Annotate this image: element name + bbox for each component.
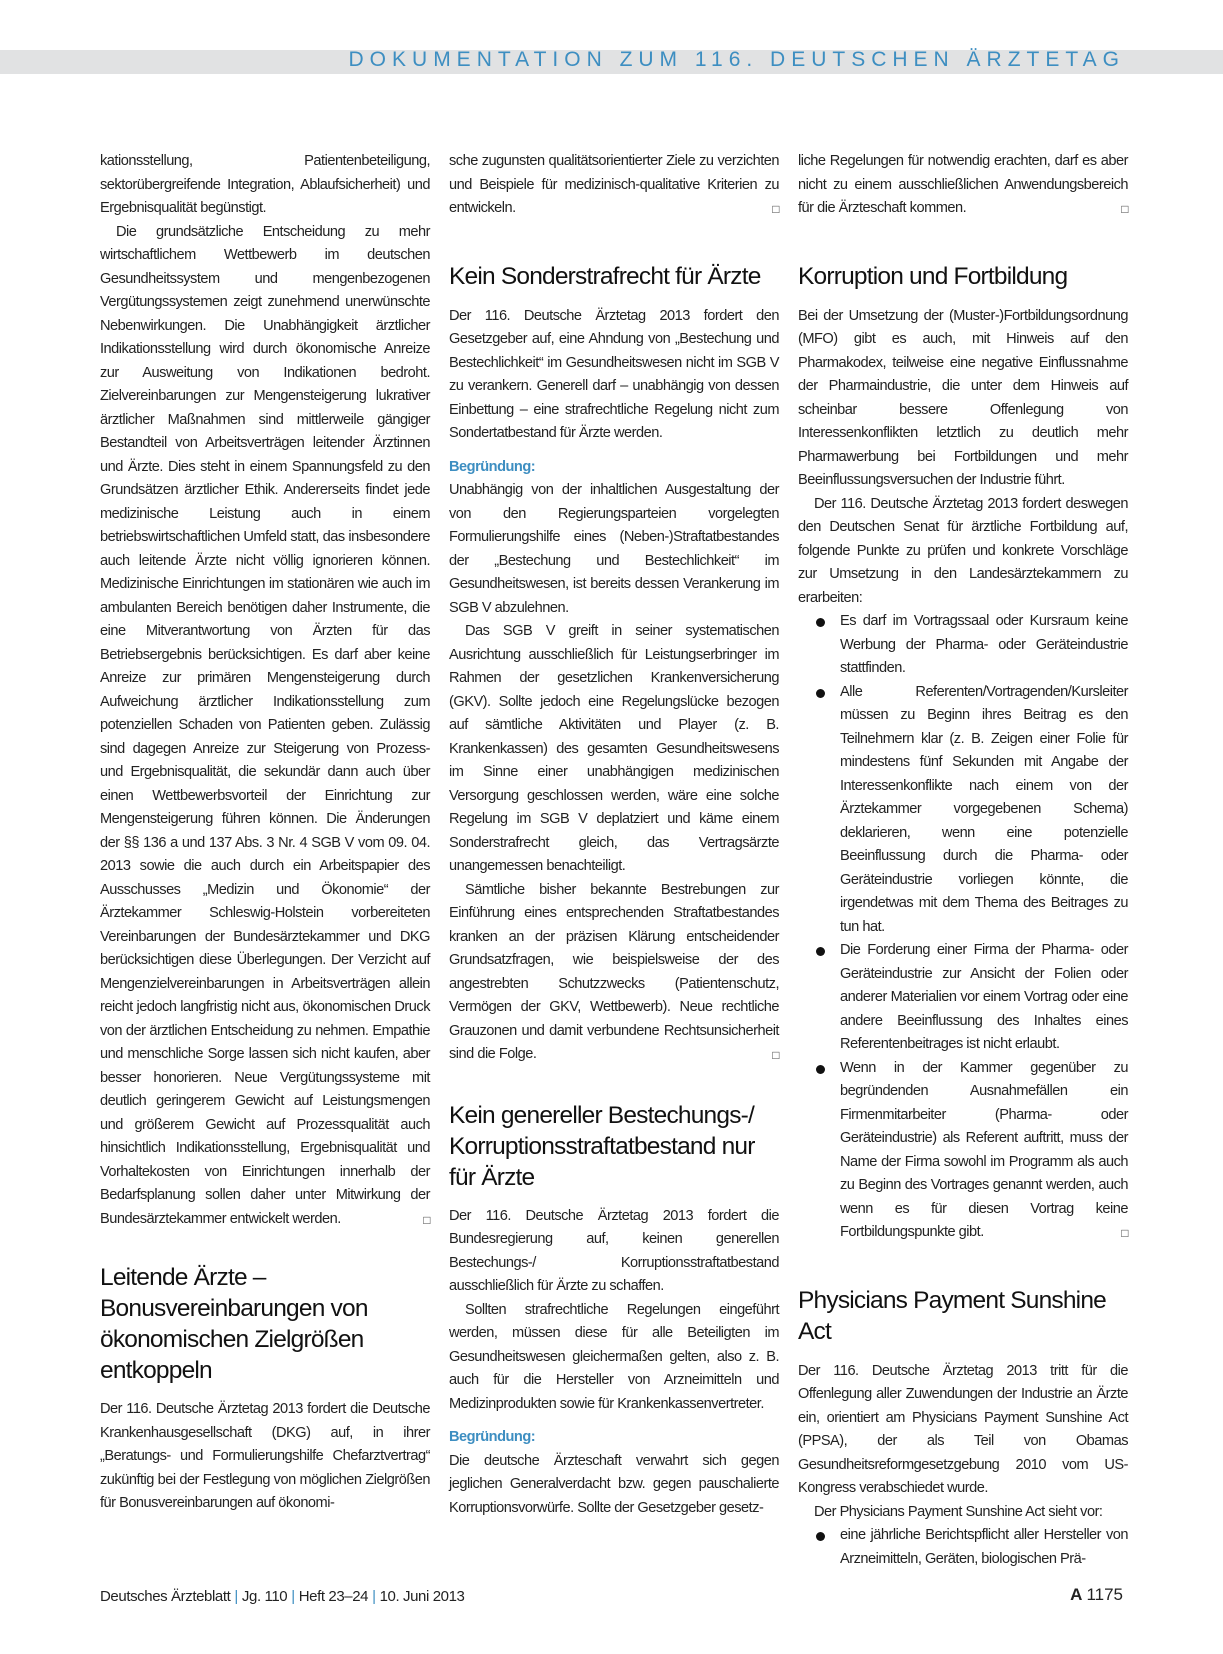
paragraph: Der Physicians Payment Sunshine Act sieht vor:: [814, 1503, 1103, 1520]
paragraph: Der 116. Deutsche Ärztetag 2013 tritt für die Offenlegung aller Zuwendungen der Industrie an Ärzte ein, orientiert am Physicians Payment Sunshine Act (PPSA), der als Teil von Obamas Gesundheitsreformgesetzgebung 2010 vom US-Kongress verabschiedet wurde.: [798, 1362, 1128, 1496]
date: 10. Juni 2013: [379, 1588, 465, 1605]
column-2: [449, 150, 779, 1520]
section-heading: Physicians Payment Sunshine Act: [798, 1286, 1106, 1345]
bullet-icon: [816, 1532, 825, 1541]
running-header: DOKUMENTATION ZUM 116. DEUTSCHEN ÄRZTETAG: [348, 48, 1125, 71]
column-3: [798, 150, 1128, 1571]
paragraph: Der 116. Deutsche Ärztetag 2013 fordert deswegen den Deutschen Senat für ärztliche Fortbildung auf, folgende Punkte zu prüfen und konkrete Vorschläge zur Umsetzung in den Landesärztekammern zu erarbeiten:: [798, 495, 1128, 606]
end-mark: □: [1121, 202, 1128, 216]
bullet-icon: [816, 618, 825, 627]
journal-name: Deutsches Ärzteblatt: [100, 1588, 231, 1605]
separator: |: [291, 1588, 295, 1605]
end-mark: □: [772, 202, 779, 216]
subheading: Begründung:: [449, 458, 536, 475]
end-mark: □: [423, 1212, 430, 1227]
bullet-icon: [816, 689, 825, 698]
paragraph: liche Regelungen für notwendig erachten, darf es aber nicht zu einem ausschließlichen Anwendungsbereich für die Ärzteschaft kommen. □: [798, 150, 1128, 221]
volume: Jg. 110: [241, 1588, 288, 1605]
paragraph: Der 116. Deutsche Ärztetag 2013 fordert die Bundesregierung auf, keinen generellen Bestechungs-/ Korruptionsstraftatbestand ausschließlich für Ärzte zu schaffen.: [449, 1207, 779, 1294]
bullet-list: [798, 610, 1128, 1245]
paragraph: Der 116. Deutsche Ärztetag 2013 fordert den Gesetzgeber auf, eine Ahndung von „Bestechung und Bestechlichkeit“ im Gesundheitswesen nicht im SGB V zu verankern. Generell darf – unabhängig von dessen Einbettung – eine strafrechtliche Regelung nicht zum Sondertatbestand für Ärzte werden.: [449, 307, 779, 441]
section-heading: Leitende Ärzte – Bonusvereinbarungen von ökonomischen Zielgrößen entkoppeln: [100, 1264, 368, 1384]
section-heading: Kein genereller Bestechungs-/ Korruptionsstraftatbestand nur für Ärzte: [449, 1101, 755, 1191]
paragraph: Der 116. Deutsche Ärztetag 2013 fordert die Deutsche Krankenhausgesellschaft (DKG) auf, in ihrer „Beratungs- und Formulierungshilfe Chefarztvertrag“ zukünftig bei der Festlegung von möglichen Zielgrößen für Bonusvereinbarungen auf ökonomi-: [100, 1401, 430, 1511]
bullet-icon: [816, 947, 825, 956]
list-item: Es darf im Vortragssaal oder Kursraum keine Werbung der Pharma- oder Geräteindustrie stattfinden.: [798, 610, 1128, 681]
separator: |: [372, 1588, 376, 1605]
paragraph: Bei der Umsetzung der (Muster-)Fortbildungsordnung (MFO) gibt es auch, mit Hinweis auf den Pharmakodex, teilweise eine negative Einflussnahme der Pharmaindustrie, die unter dem Hinweis auf scheinbar bessere Offenlegung von Interessenkonflikten letztlich zu deutlich mehr Pharmawerbung bei Fortbildungen und mehr Beeinflussungsversuchen der Industrie führt.: [798, 307, 1128, 488]
page-number: [1070, 1585, 1123, 1605]
paragraph: sche zugunsten qualitätsorientierter Ziele zu verzichten und Beispiele für medizinisch-qualitative Kriterien zu entwickeln. □: [449, 150, 779, 221]
paragraph: Das SGB V greift in seiner systematischen Ausrichtung ausschließlich für Leistungserbringer im Rahmen der gesetzlichen Krankenversicherung (GKV). Sollte jedoch eine Regelungslücke bezogen auf sämtliche Aktivitäten und Player (z. B. Krankenkassen) des gesamten Gesundheitswesens im Sinne einer unabhängigen medizinischen Versorgung geschlossen werden, wäre eine solche Regelung im SGB V deplatziert und käme einem Sonderstrafrecht gleich, das Vertragsärzte unangemessen benachteiligt.: [449, 623, 779, 874]
issue: Heft 23–24: [298, 1588, 369, 1605]
footer: [100, 1588, 464, 1605]
end-mark: □: [1121, 1226, 1128, 1240]
list-item: Alle Referenten/Vortragenden/Kursleiter müssen zu Beginn ihres Beitrag es den Teilnehmern klar (z. B. Zeigen einer Folie für mindestens fünf Sekunden mit Angabe der Interessenkonflikte nach einem von der Ärztekammer vorgegebenen Schema) deklarieren, wenn eine potenzielle Beeinflussung durch die Pharma- oder Geräteindustrie vorliegen könnte, die irgendetwas mit dem Thema des Beitrages zu tun hat.: [798, 681, 1128, 940]
paragraph: Sämtliche bisher bekannte Bestrebungen zur Einführung eines entsprechenden Straftatbestandes kranken an der präzisen Klärung entscheidender Grundsatzfragen, wie beispielsweise der des angestrebten Schutzzwecks (Patientenschutz, Vermögen der GKV, Wettbewerb). Neue rechtliche Grauzonen und damit verbundene Rechtsunsicherheit sind die Folge. □: [449, 879, 779, 1067]
separator: |: [234, 1588, 238, 1605]
bullet-list: [798, 1524, 1128, 1571]
paragraph: Sollten strafrechtliche Regelungen eingeführt werden, müssen diese für alle Beteiligten im Gesundheitswesen gleichermaßen gelten, also z. B. auch für die Hersteller von Arzneimitteln und Medizinprodukten sowie für Krankenkassenvertreter.: [449, 1301, 779, 1412]
page-prefix: A: [1070, 1585, 1083, 1604]
bullet-icon: [816, 1065, 825, 1074]
column-1: [100, 150, 430, 1516]
paragraph: kationsstellung, Patientenbeteiligung, sektorübergreifende Integration, Ablaufsicherheit) und Ergebnisqualität begünstigt.: [100, 153, 430, 216]
page-number-value: 1175: [1086, 1585, 1123, 1604]
paragraph: Die grundsätzliche Entscheidung zu mehr wirtschaftlichem Wettbewerb im deutschen Gesundheitssystem und mengenbezogenen Vergütungssystemen zeigt zunehmend unerwünschte Nebenwirkungen. Die Unabhängigkeit ärztlicher Indikationsstellung wird durch ökonomische Anreize zur Ausweitung von Indikationen bedroht. Zielvereinbarungen zur Mengensteigerung lukrativer ärztlicher Maßnahmen sind mittlerweile gängiger Bestandteil von Arbeitsverträgen leitender Ärztinnen und Ärzte. Dies steht in einem Spannungsfeld zu den Grundsätzen ärztlicher Ethik. Andererseits findet jede medizinische Leistung auch in einem betriebswirtschaftlichen Umfeld statt, das insbesondere auch leitende Ärzte nicht völlig ignorieren können. Medizinische Einrichtungen im stationären wie auch im ambulanten Bereich benötigen daher Instrumente, die eine Mitverantwortung von Ärzten für das Betriebsergebnis berücksichtigen. Es darf aber keine Anreize zur primären Mengensteigerung durch Aufweichung ärztlicher Indikationsstellung zum potenziellen Schaden von Patienten geben. Zulässig sind dagegen Anreize zur Steigerung von Prozess- und Ergebnisqualität, die sekundär dann auch über einen Wettbewerbsvorteil der Einrichtung zur Mengensteigerung führen können. Die Änderungen der §§ 136 a und 137 Abs. 3 Nr. 4 SGB V vom 09. 04. 2013 sowie die auch durch ein Arbeitspapier des Ausschusses „Medizin und Ökonomie“ der Ärztekammer Schleswig-Holstein vorbereiteten Vereinbarungen der Bundesärztekammer und DKG berücksichtigen diese Überlegungen. Der Verzicht auf Mengenzielvereinbarungen in Arbeitsverträgen allein reicht jedoch langfristig nicht aus, ökonomischen Druck von der ärztlichen Entscheidung zu nehmen. Empathie und menschliche Sorge lassen sich nicht kaufen, aber besser honorieren. Neue Vergütungssysteme mit deutlich geringerem Gewicht auf Leistungsmengen und größerem Gewicht auf Prozessqualität auch hinsichtlich Indikationsstellung, Ergebnisqualität und Vorhaltekosten von Einrichtungen innerhalb der Bedarfsplanung sollen daher unter Mitwirkung der Bundesärztekammer entwickelt werden. □: [100, 221, 430, 1232]
list-item: Wenn in der Kammer gegenüber zu begründenden Ausnahmefällen ein Firmenmitarbeiter (Pharma- oder Geräteindustrie) als Referent auftritt, muss der Name der Firma sowohl im Programm als auch zu Beginn des Vortrages genannt werden, auch wenn es für diesen Vortrag keine Fortbildungspunkte gibt. □: [798, 1057, 1128, 1245]
paragraph: Unabhängig von der inhaltlichen Ausgestaltung der von den Regierungsparteien vorgelegten Formulierungshilfe eines (Neben-)Straftatbestandes der „Bestechung und Bestechlichkeit“ im Gesundheitswesen, ist bereits dessen Verankerung im SGB V abzulehnen.: [449, 482, 779, 616]
section-heading: Kein Sonderstrafrecht für Ärzte: [449, 262, 761, 290]
list-item: eine jährliche Berichtspflicht aller Hersteller von Arzneimitteln, Geräten, biologischen Prä-: [798, 1524, 1128, 1571]
section-heading: Korruption und Fortbildung: [798, 262, 1068, 290]
end-mark: □: [772, 1048, 779, 1062]
list-item: Die Forderung einer Firma der Pharma- oder Geräteindustrie zur Ansicht der Folien oder anderer Materialien vor einem Vortrag oder eine andere Beeinflussung des Inhaltes eines Referentenbeitrages ist nicht erlaubt.: [798, 939, 1128, 1057]
paragraph: Die deutsche Ärzteschaft verwahrt sich gegen jeglichen Generalverdacht bzw. gegen pauschalierte Korruptionsvorwürfe. Sollte der Gesetzgeber gesetz-: [449, 1452, 779, 1516]
subheading: Begründung:: [449, 1429, 536, 1445]
